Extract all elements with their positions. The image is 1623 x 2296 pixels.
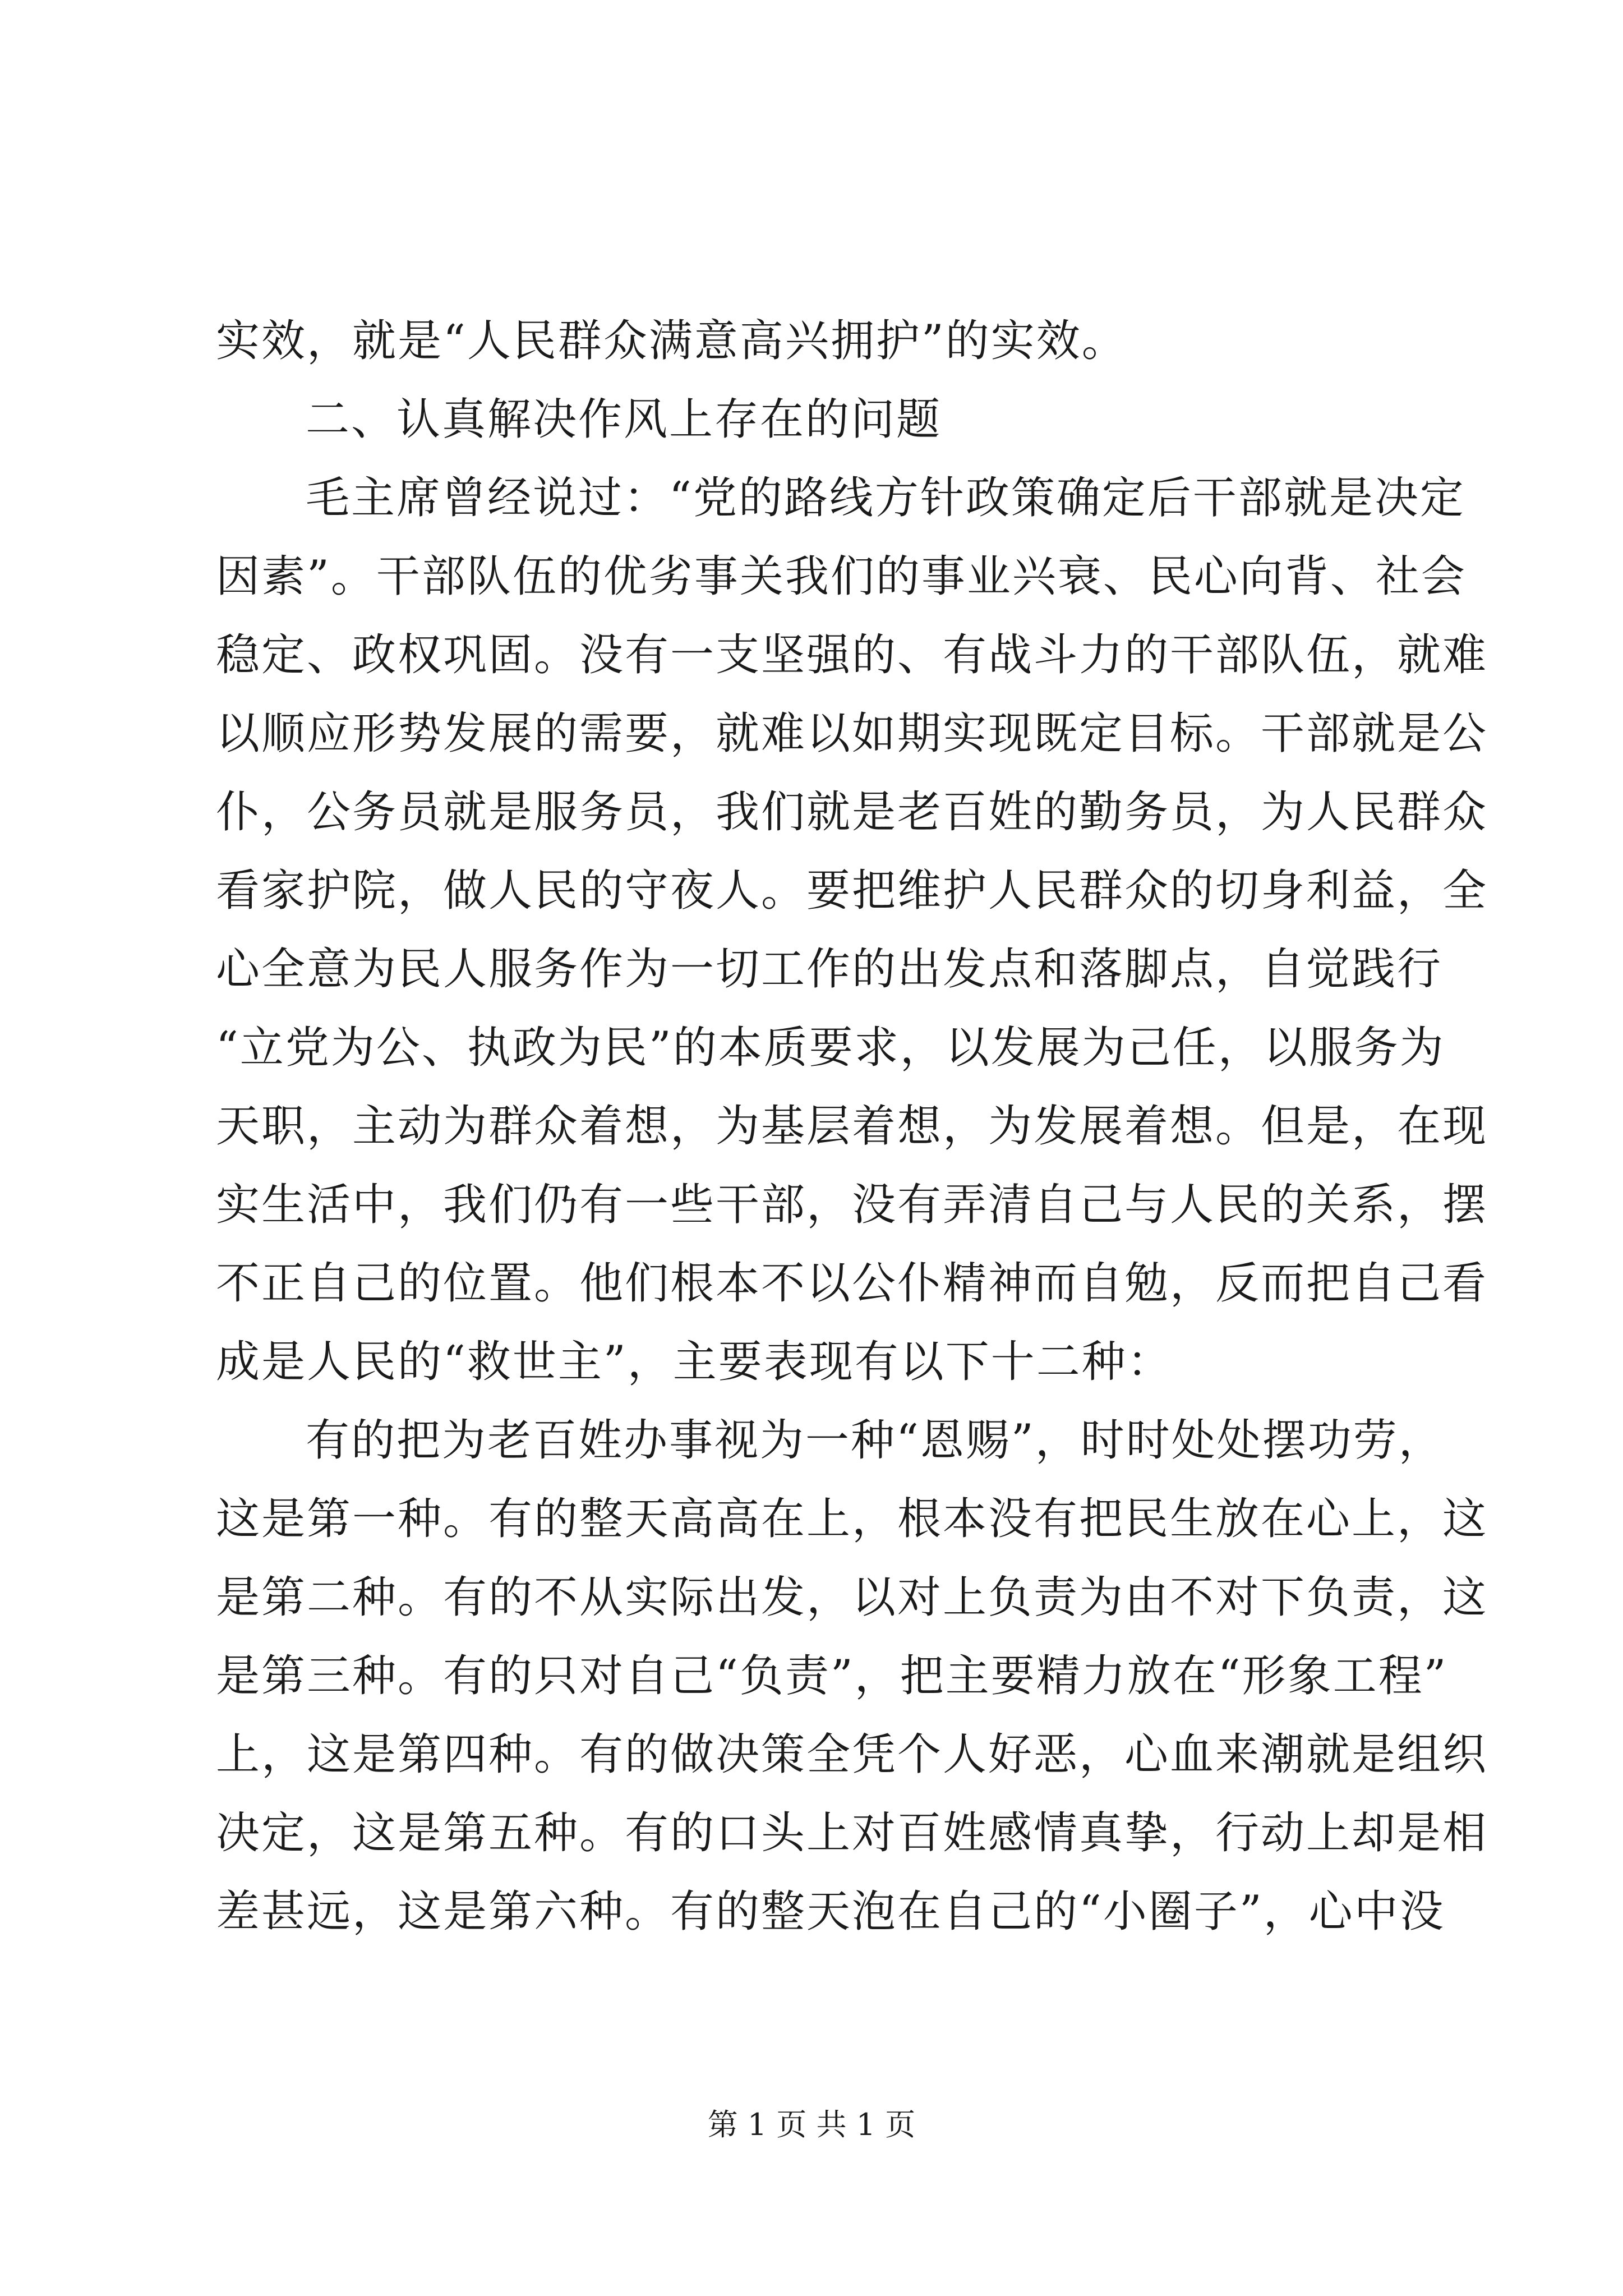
text-line: 是第三种。有的只对自己“负责”，把主要精力放在“形象工程” <box>216 1651 1448 1701</box>
text-line: 差甚远，这是第六种。有的整天泡在自己的“小圈子”，心中没 <box>216 1887 1445 1937</box>
text-line: 是第二种。有的不从实际出发，以对上负责为由不对下负责，这 <box>216 1572 1488 1623</box>
text-line: 稳定、政权巩固。没有一支坚强的、有战斗力的干部队伍，就难 <box>216 630 1488 680</box>
text-line: 实生活中，我们仍有一些干部，没有弄清自己与人民的关系，摆 <box>216 1180 1488 1230</box>
text-line: 心全意为民人服务作为一切工作的出发点和落脚点，自觉践行 <box>216 944 1443 995</box>
text-line: “立党为公、执政为民”的本质要求，以发展为己任，以服务为 <box>216 1023 1445 1073</box>
page-footer: 第 1 页 共 1 页 <box>707 2107 916 2142</box>
text-line: 天职，主动为群众着想，为基层着想，为发展着想。但是，在现 <box>216 1101 1488 1152</box>
text-line: 因素”。干部队伍的优劣事关我们的事业兴衰、民心向背、社会 <box>216 551 1467 602</box>
text-line: 实效，就是“人民群众满意高兴拥护”的实效。 <box>216 316 1127 366</box>
text-line: 毛主席曾经说过：“党的路线方针政策确定后干部就是决定 <box>306 473 1465 523</box>
text-line: 决定，这是第五种。有的口头上对百姓感情真挚，行动上却是相 <box>216 1808 1488 1858</box>
section-heading: 二、认真解决作风上存在的问题 <box>306 394 942 445</box>
text-line: 这是第一种。有的整天高高在上，根本没有把民生放在心上，这 <box>216 1494 1488 1544</box>
text-line: 上，这是第四种。有的做决策全凭个人好恶，心血来潮就是组织 <box>216 1729 1488 1780</box>
text-line: 以顺应形势发展的需要，就难以如期实现既定目标。干部就是公 <box>216 708 1488 759</box>
text-line: 仆，公务员就是服务员，我们就是老百姓的勤务员，为人民群众 <box>216 787 1488 838</box>
text-line: 有的把为老百姓办事视为一种“恩赐”，时时处处摆功劳， <box>306 1415 1444 1466</box>
text-line: 看家护院，做人民的守夜人。要把维护人民群众的切身利益，全 <box>216 866 1488 916</box>
text-line: 不正自己的位置。他们根本不以公仆精神而自勉，反而把自己看 <box>216 1258 1488 1309</box>
text-line: 成是人民的“救世主”，主要表现有以下十二种： <box>216 1337 1173 1387</box>
